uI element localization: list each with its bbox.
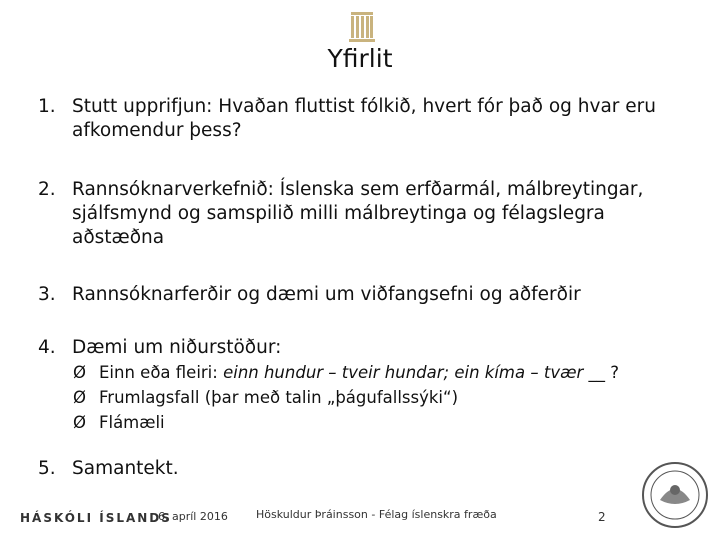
page-number: 2 <box>598 510 606 524</box>
item-text: Rannsóknarferðir og dæmi um viðfangsefni og aðferðir <box>72 284 581 305</box>
university-seal-icon <box>640 460 710 530</box>
sub-item-italic-text: einn hundur – tveir hundar; ein kíma – tvær <box>223 363 584 382</box>
item-number: 4. <box>38 337 56 358</box>
arrow-bullet-icon: Ø <box>73 363 86 382</box>
item-text: Rannsóknarverkefnið: Íslenska sem erfðarmál, málbreytingar, sjálfsmynd og samspilið milli málbreytinga og félagslegra aðstæðna <box>72 179 644 248</box>
arrow-bullet-icon: Ø <box>73 413 86 432</box>
slide-title: Yfirlit <box>327 44 393 73</box>
item-number: 5. <box>38 458 56 479</box>
university-wordmark: HÁSKÓLI ÍSLANDS <box>20 511 172 525</box>
item-text: Stutt upprifjun: Hvaðan fluttist fólkið, hvert fór það og hvar eru afkomendur þess? <box>72 96 656 141</box>
sub-item-text: Einn eða fleiri: <box>99 363 224 382</box>
sub-item-text: Frumlagsfall (þar með talin „þágufallssýki“) <box>99 388 459 407</box>
footer-presenter: Höskuldur Þráinsson - Félag íslenskra fræða <box>256 508 497 521</box>
sub-item-text: Flámæli <box>99 413 165 432</box>
arrow-bullet-icon: Ø <box>73 388 86 407</box>
sub-item <box>73 410 165 436</box>
footer-date: 6. apríl 2016 <box>158 510 228 523</box>
item-text: Samantekt. <box>72 458 179 479</box>
sub-item <box>73 360 619 386</box>
item-number: 1. <box>38 96 56 117</box>
sub-item-text: __ ? <box>583 363 620 382</box>
item-text: Dæmi um niðurstöður: <box>72 337 282 358</box>
item-number: 3. <box>38 284 56 305</box>
sub-item <box>73 385 458 411</box>
item-number: 2. <box>38 179 56 200</box>
